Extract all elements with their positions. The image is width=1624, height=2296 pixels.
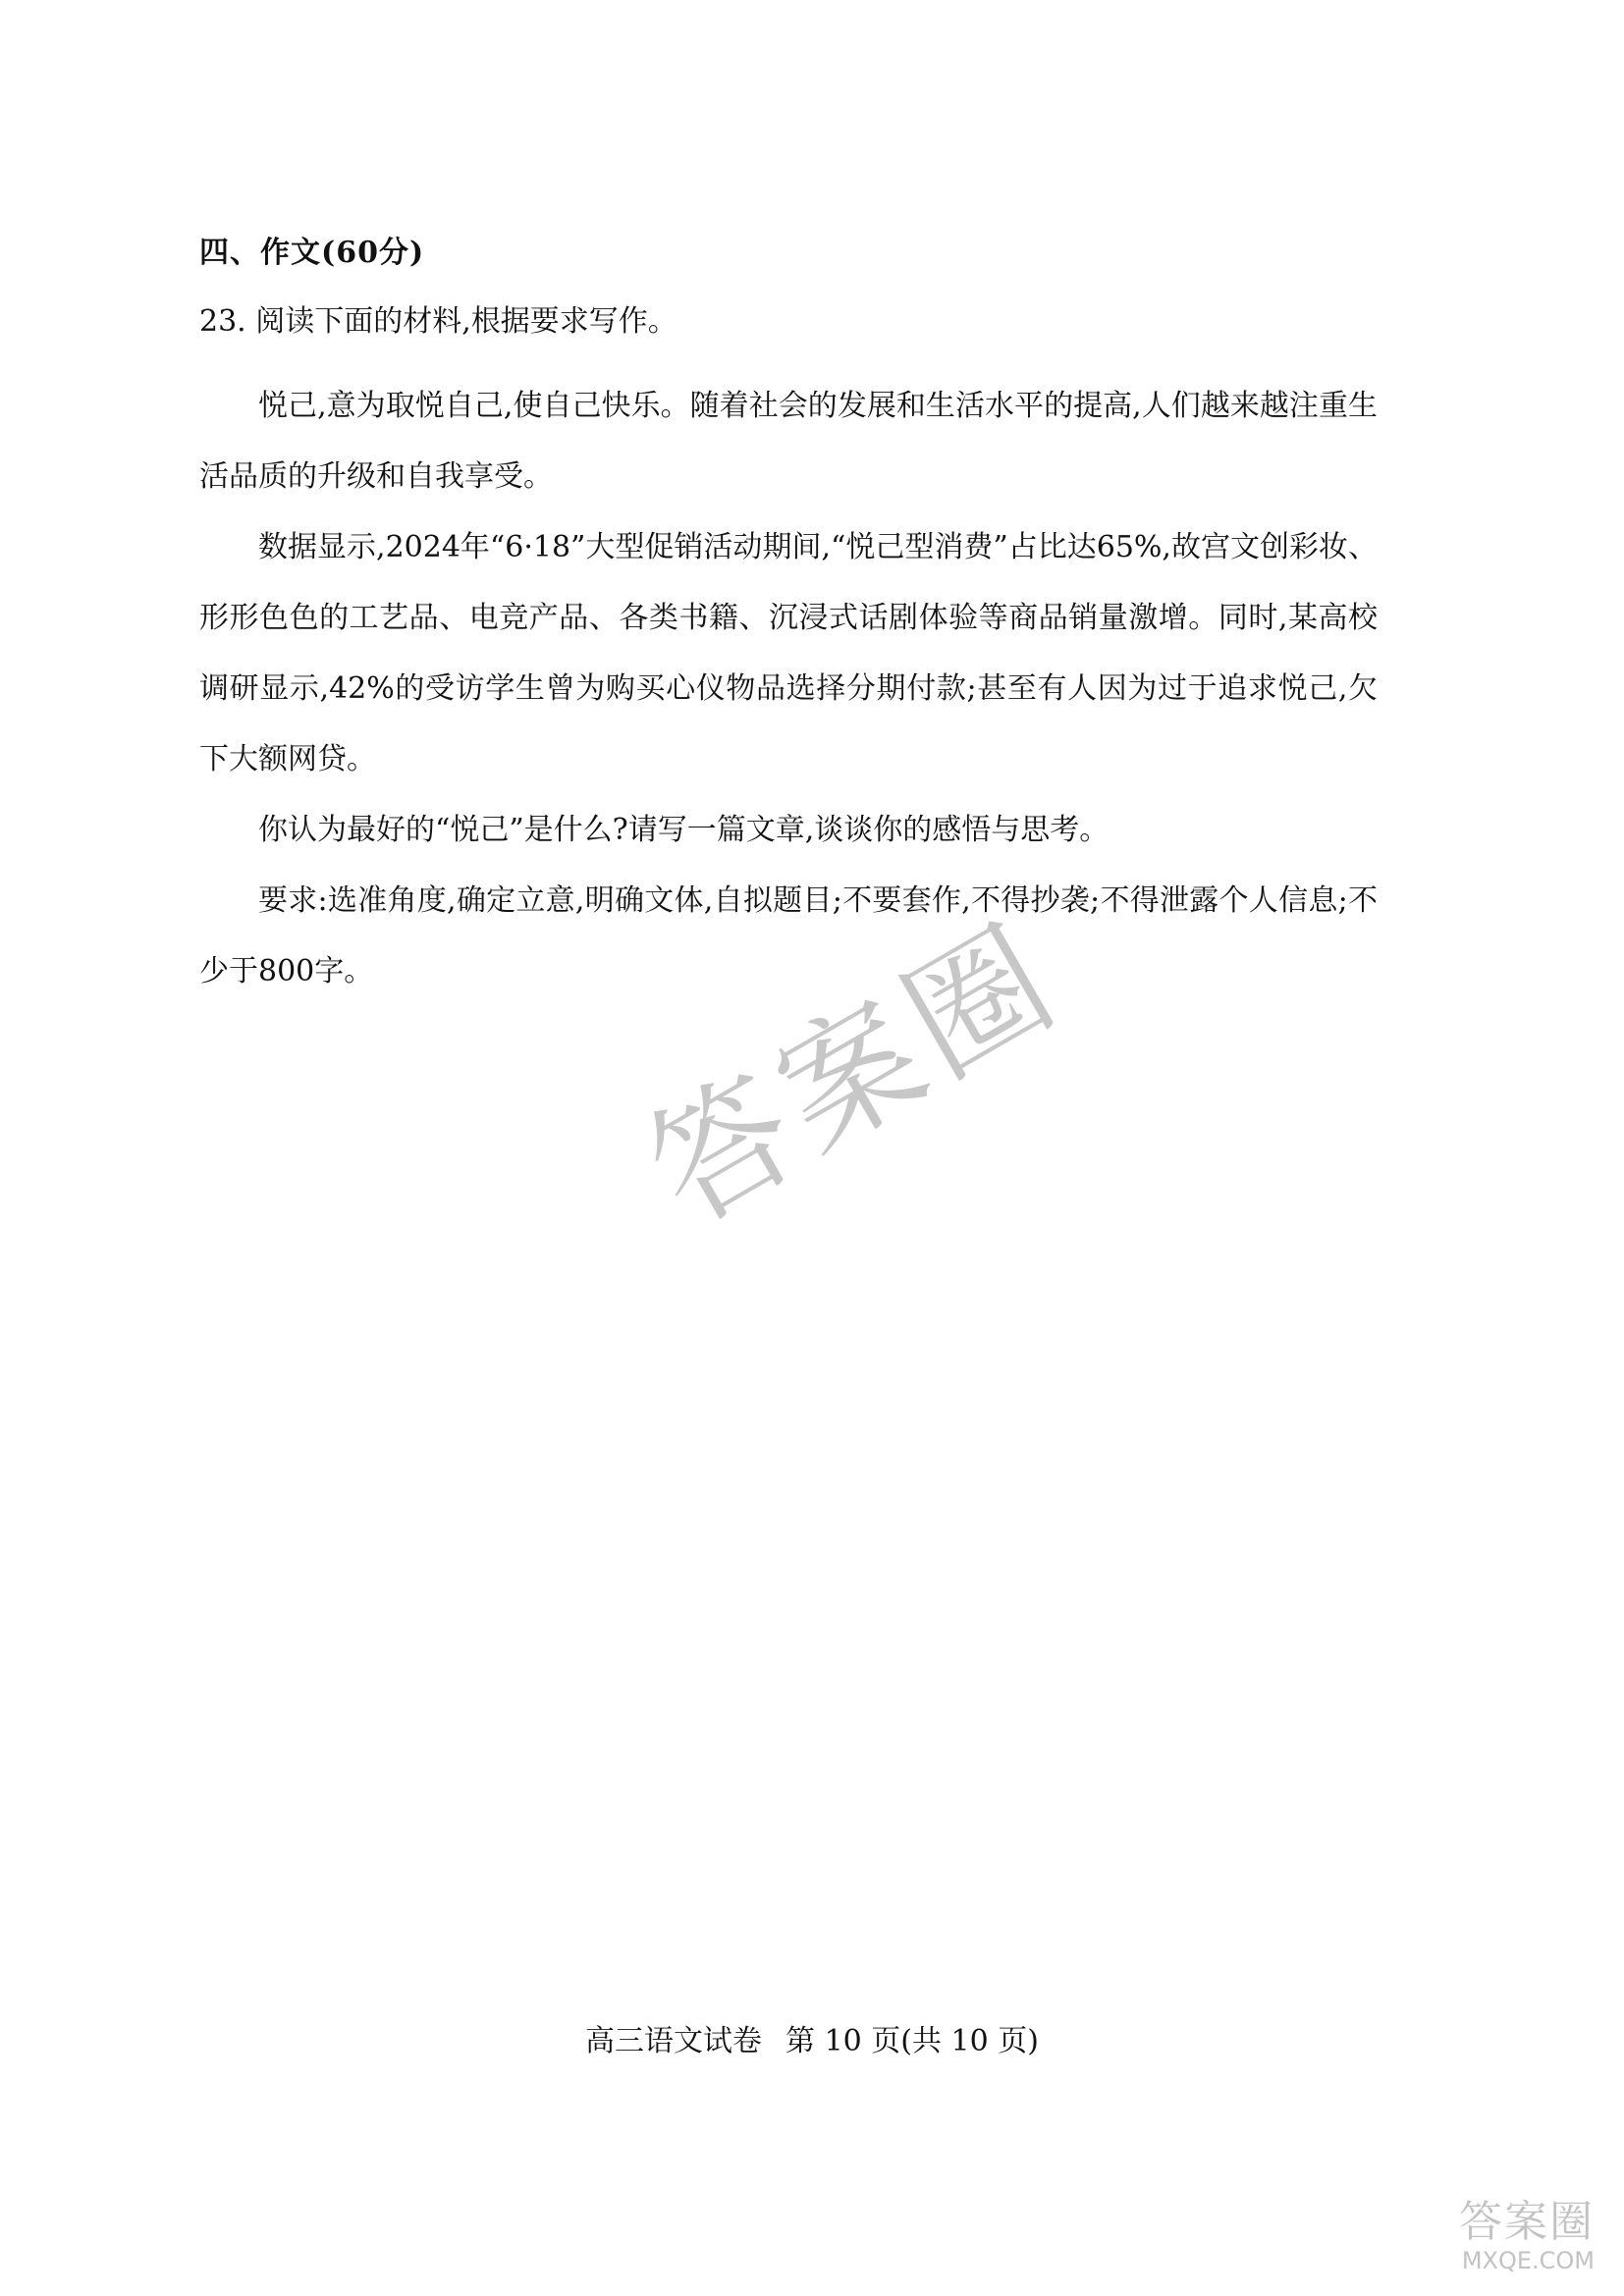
footer-page-number: 第 10 页(共 10 页): [785, 2024, 1039, 2058]
essay-material: [199, 371, 1378, 1007]
watermark: 答案圈: [623, 894, 1087, 1255]
question-stem: 23. 阅读下面的材料,根据要求写作。: [199, 304, 677, 339]
requirements-paragraph: 要求:选准角度,确定立意,明确文体,自拟题目;不要套作,不得抄袭;不得泄露个人信息;不少于800字。: [199, 883, 1378, 988]
logo-mark: 答案圈: [1459, 2197, 1595, 2247]
site-logo: [1388, 2198, 1595, 2276]
page-footer: [0, 2016, 1624, 2059]
material-paragraph-1: 悦己,意为取悦自己,使自己快乐。随着社会的发展和生活水平的提高,人们越来越注重生活品质的升级和自我享受。: [199, 389, 1378, 494]
section-title: 四、作文(60分): [199, 236, 425, 270]
material-paragraph-2: 数据显示,2024年“6·18”大型促销活动期间,“悦己型消费”占比达65%,故宫文创彩妆、形形色色的工艺品、电竞产品、各类书籍、沉浸式话剧体验等商品销量激增。同时,某高校调研显示,42%的受访学生曾为购买心仪物品选择分期付款;甚至有人因为过于追求悦己,欠下大额网贷。: [199, 530, 1378, 776]
footer-exam-title: 高三语文试卷: [585, 2024, 763, 2058]
prompt-paragraph: 你认为最好的“悦己”是什么?请写一篇文章,谈谈你的感悟与思考。: [258, 813, 1110, 847]
logo-url: MXQE.COM: [1461, 2247, 1595, 2274]
